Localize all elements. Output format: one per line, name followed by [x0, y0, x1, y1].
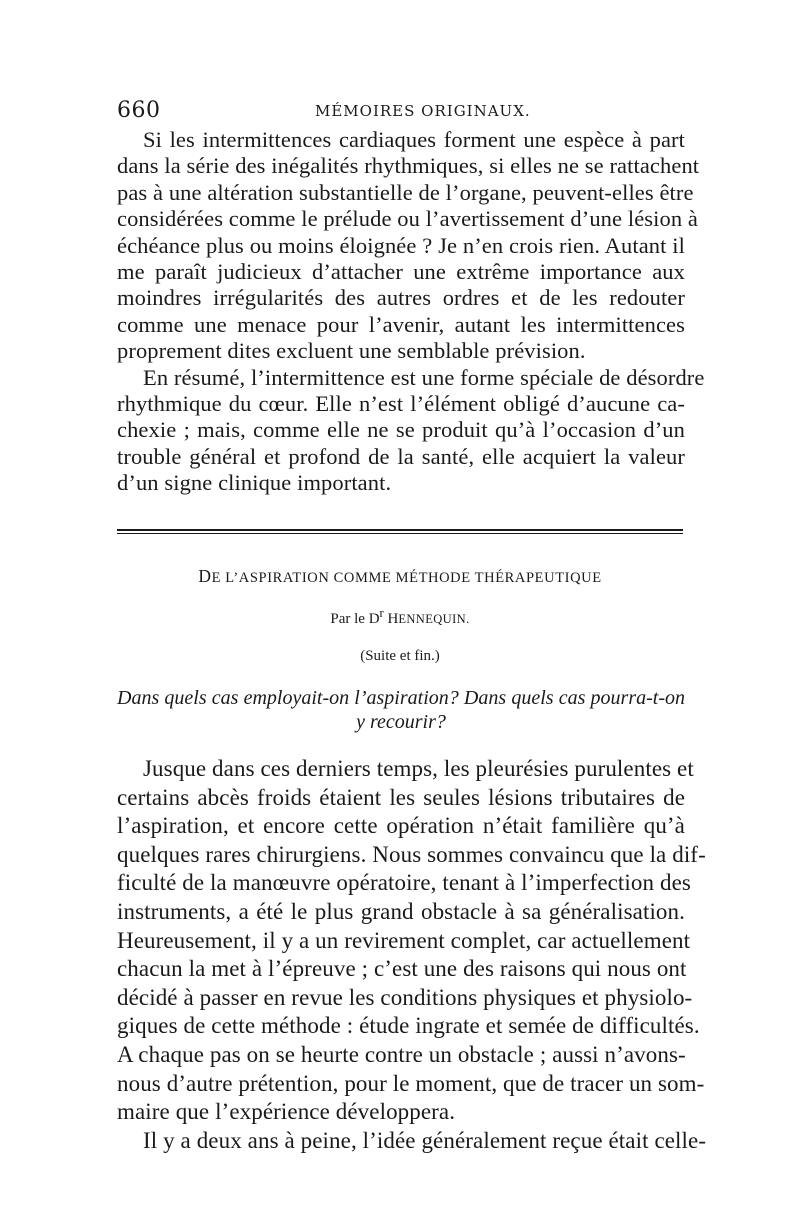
running-title: MÉMOIRES ORIGINAUX.: [315, 102, 531, 120]
text-line: instruments, a été le plus grand obstacle à sa généralisation.: [117, 898, 685, 924]
text-line: Heureusement, il y a un revirement complet, car actuellement: [117, 927, 691, 953]
text-line: décidé à passer en revue les conditions physiques et physiolo-: [117, 984, 693, 1010]
text-line: pas à une altération substantielle de l’organe, peuvent-elles être: [117, 179, 694, 205]
text-line: Il y a deux ans à peine, l’idée généralement reçue était celle-: [143, 1127, 707, 1153]
article-title-initial: D: [198, 566, 212, 586]
article-body: [117, 755, 707, 1155]
author-name-rest: ENNEQUIN.: [398, 612, 470, 626]
text-line: d’un signe clinique important.: [117, 470, 392, 496]
text-line: En résumé, l’intermittence est une forme spéciale de désordre: [143, 364, 705, 390]
question-line: y recourir?: [356, 711, 446, 733]
text-line: proprement dites excluent une semblable prévision.: [117, 338, 586, 364]
text-line: Jusque dans ces derniers temps, les pleurésies purulentes et: [143, 756, 694, 781]
text-line: nous d’autre prétention, pour le moment, que de tracer un som-: [117, 1070, 705, 1096]
section-question: [117, 686, 685, 734]
text-line: considérées comme le prélude ou l’avertissement d’une lésion à: [117, 206, 698, 232]
text-line: l’aspiration, et encore cette opération n’était familière qu’à: [117, 813, 685, 839]
byline-sup: r: [379, 606, 384, 620]
page-number: 660: [117, 98, 161, 123]
text-line: ficulté de la manœuvre opératoire, tenant à l’imperfection des: [117, 870, 691, 896]
text-line: chacun la met à l’épreuve ; c’est une des raisons qui nous ont: [117, 956, 687, 982]
paragraph: [117, 364, 705, 497]
text-line: maire que l’expérience développera.: [117, 1099, 456, 1125]
text-line: quelques rares chirurgiens. Nous sommes convaincu que la dif-: [117, 841, 706, 867]
article-title: [117, 566, 683, 587]
text-line: A chaque pas on se heurte contre un obstacle ; aussi n’avons-: [117, 1041, 686, 1067]
paragraph: [117, 127, 700, 365]
text-line: chexie ; mais, comme elle ne se produit qu’à l’occasion d’un: [117, 417, 685, 443]
byline-prefix: Par le D: [330, 611, 380, 627]
closing-section: [117, 127, 705, 496]
text-line: rhythmique du cœur. Elle n’est l’élément obligé d’aucune ca-: [117, 390, 685, 416]
paragraph: [117, 755, 706, 1127]
section-divider: [117, 529, 683, 534]
text-line: moindres irrégularités des autres ordres et de les redouter: [117, 285, 685, 311]
author-byline: [117, 606, 683, 628]
paragraph: [117, 1127, 707, 1156]
text-line: Si les intermittences cardiaques forment une espèce à part: [143, 127, 685, 152]
text-line: certains abcès froids étaient les seules lésions tributaires de: [117, 784, 685, 810]
text-line: comme une menace pour l’avenir, autant les intermittences: [117, 311, 685, 337]
continuation-note: (Suite et fin.): [360, 648, 440, 664]
text-line: giques de cette méthode : étude ingrate et semée de difficultés.: [117, 1013, 700, 1039]
page-header: [117, 98, 687, 124]
text-line: dans la série des inégalités rhythmiques, si elles ne se rattachent: [117, 153, 700, 179]
article-title-rest: E L’ASPIRATION COMME MÉTHODE THÉRAPEUTIQUE: [211, 570, 602, 586]
author-initial: H: [387, 611, 399, 627]
question-line: Dans quels cas employait-on l’aspiration? Dans quels cas pourra-t-on: [117, 687, 685, 709]
text-line: trouble général et profond de la santé, elle acquiert la valeur: [117, 443, 685, 469]
text-line: me paraît judicieux d’attacher une extrême importance aux: [117, 258, 685, 284]
text-line: échéance plus ou moins éloignée ? Je n’en crois rien. Autant il: [117, 232, 685, 258]
